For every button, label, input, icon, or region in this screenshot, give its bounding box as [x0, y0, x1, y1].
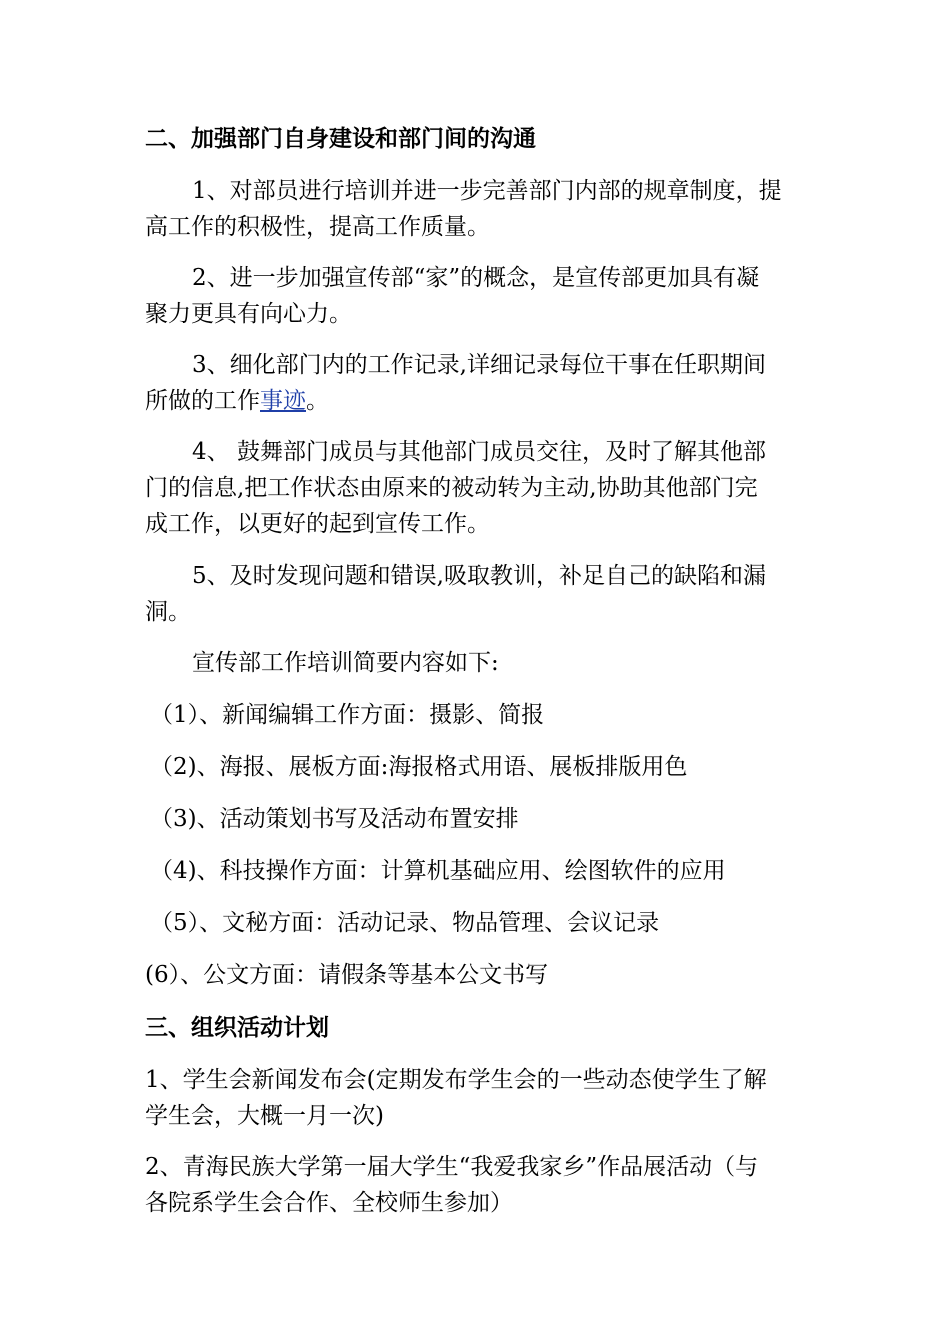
paragraph-3-period: 。 — [306, 388, 329, 414]
paragraph-4-line-2: 门的信息,把工作状态由原来的被动转为主动,协助其他部门完 — [145, 475, 758, 501]
activity-2-line-1: 2、青海民族大学第一届大学生“我爱我家乡”作品展活动（与 — [145, 1154, 759, 1180]
activity-1-line-1: 1、学生会新闻发布会(定期发布学生会的一些动态使学生了解 — [145, 1067, 767, 1093]
paragraph-3-line-1: 3、细化部门内的工作记录,详细记录每位干事在任职期间 — [192, 352, 766, 378]
activity-2-line-2: 各院系学生会合作、全校师生参加） — [145, 1190, 513, 1216]
paragraph-2-line-1: 2、进一步加强宣传部“家”的概念，是宣传部更加具有凝 — [192, 265, 760, 291]
training-item: （2)、海报、展板方面:海报格式用语、展板排版用色 — [150, 754, 688, 780]
training-item: （1）、新闻编辑工作方面：摄影、简报 — [150, 702, 545, 728]
deeds-link[interactable]: 事迹 — [260, 388, 306, 414]
section-heading-3: 三、组织活动计划 — [145, 1014, 329, 1041]
training-intro: 宣传部工作培训简要内容如下: — [192, 650, 499, 676]
paragraph-1-line-2: 高工作的积极性，提高工作质量。 — [145, 214, 490, 240]
training-item: （5）、文秘方面：活动记录、物品管理、会议记录 — [150, 910, 660, 936]
paragraph-1-line-1: 1、对部员进行培训并进一步完善部门内部的规章制度，提 — [192, 178, 782, 204]
paragraph-3-text: 所做的工作 — [145, 388, 260, 414]
activity-1-line-2: 学生会，大概一月一次) — [145, 1103, 384, 1129]
training-item: (6）、公文方面：请假条等基本公文书写 — [145, 962, 549, 988]
paragraph-5-line-1: 5、及时发现问题和错误,吸取教训，补足自己的缺陷和漏 — [192, 563, 766, 589]
paragraph-4-line-3: 成工作，以更好的起到宣传工作。 — [145, 511, 490, 537]
paragraph-5-line-2: 洞。 — [145, 599, 191, 625]
training-item: （3)、活动策划书写及活动布置安排 — [150, 806, 519, 832]
paragraph-2-line-2: 聚力更具有向心力。 — [145, 301, 352, 327]
section-heading-2: 二、加强部门自身建设和部门间的沟通 — [145, 125, 536, 152]
paragraph-3-line-2 — [145, 386, 329, 416]
paragraph-4-line-1: 4、 鼓舞部门成员与其他部门成员交往，及时了解其他部 — [192, 439, 766, 465]
training-item: （4)、科技操作方面：计算机基础应用、绘图软件的应用 — [150, 858, 726, 884]
